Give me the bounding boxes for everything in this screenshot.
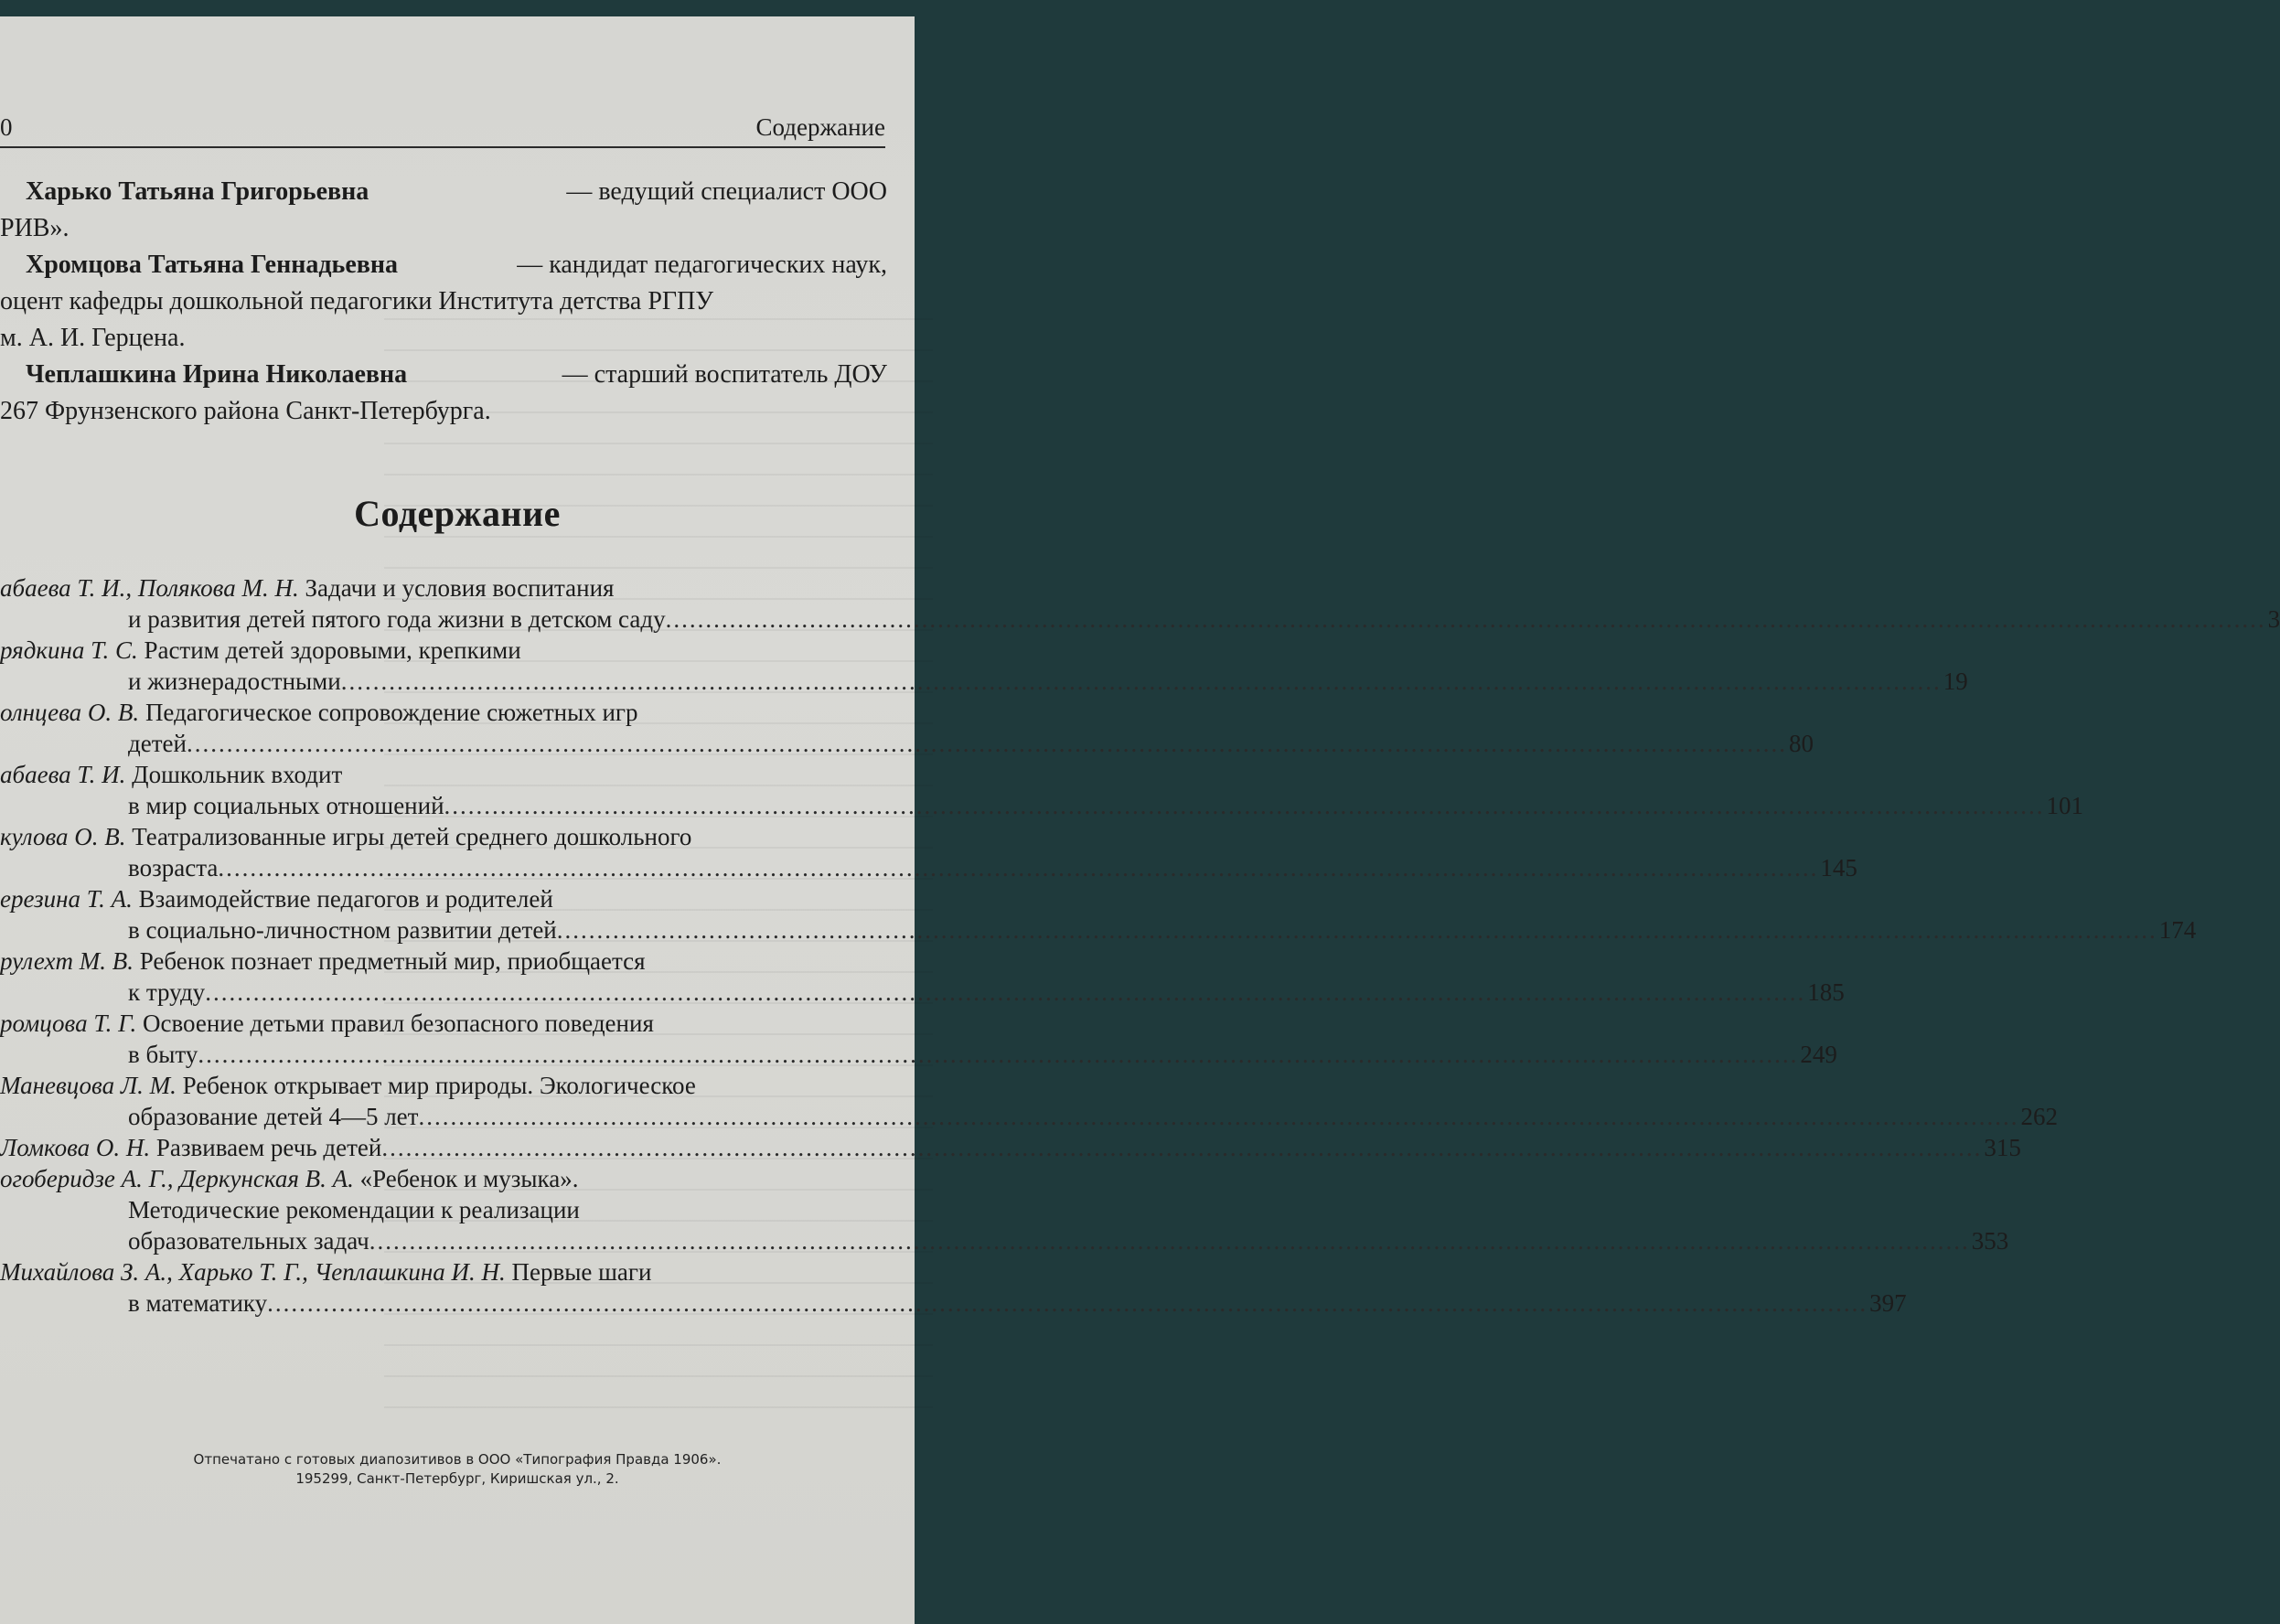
toc-title: образовательных задач: [128, 1227, 369, 1255]
toc-authors: Ломкова О. Н.: [0, 1134, 151, 1161]
toc-page-number: 397: [1869, 1289, 1907, 1317]
toc-leader-dots: ........................................................................................................................................................................................................: [340, 668, 1942, 695]
bio-entry: [0, 174, 887, 247]
toc-line-text: [0, 761, 342, 788]
toc-entry: [0, 1163, 2009, 1256]
toc-entry: [0, 1008, 1837, 1070]
toc-title: Театрализованные игры детей среднего дошкольного: [132, 823, 692, 850]
toc-page-number: 19: [1943, 668, 1968, 695]
toc-line-text: [0, 823, 691, 850]
toc-line: [0, 572, 892, 604]
toc-leader-dots: ........................................................................................................................................................................................................: [186, 730, 1787, 757]
toc-page-number: 3: [2267, 605, 2280, 633]
toc-authors: огоберидзе А. Г., Деркунская В. А.: [0, 1165, 354, 1192]
toc-entry: [0, 946, 1845, 1008]
toc-line: [0, 946, 892, 977]
toc-line-text: [0, 1072, 696, 1099]
bio-text: м. А. И. Герцена.: [0, 324, 186, 352]
toc-line-text: [0, 1132, 381, 1163]
toc-line-text: [0, 1165, 579, 1192]
toc-title: Освоение детьми правил безопасного поведения: [142, 1010, 654, 1037]
toc-line: [0, 728, 1814, 759]
toc-line-text: [0, 947, 646, 975]
toc-title: в мир социальных отношений: [128, 792, 444, 819]
toc-title: Методические рекомендации к реализации: [128, 1196, 580, 1223]
toc-line: [0, 1101, 2058, 1132]
toc-leader-dots: ........................................................................................................................................................................................................: [205, 978, 1806, 1006]
toc-leader-dots: ........................................................................................................................................................................................................: [218, 854, 1819, 881]
book-page: [0, 16, 2280, 1624]
toc-title: к труду: [128, 978, 206, 1006]
toc-line: [0, 1132, 2021, 1163]
toc-line-text: [0, 574, 614, 602]
toc-title: Дошкольник входит: [132, 761, 343, 788]
imprint: [0, 1450, 915, 1489]
bio-name: Чеплашкина Ирина Николаевна: [26, 360, 408, 389]
toc-page-number: 145: [1820, 854, 1857, 881]
toc-leader-dots: ........................................................................................................................................................................................................: [556, 916, 2157, 944]
toc-entry: [0, 759, 2084, 821]
toc-line: [0, 666, 1968, 697]
toc-line: [0, 1256, 892, 1287]
toc-title: Первые шаги: [511, 1258, 652, 1286]
toc-page-number: 101: [2046, 792, 2084, 819]
imprint-line: 195299, Санкт-Петербург, Киришская ул., 2.: [295, 1470, 619, 1487]
bio-text: — ведущий специалист ООО: [566, 177, 887, 206]
toc-page-number: 174: [2158, 916, 2197, 944]
toc-title: Ребенок открывает мир природы. Экологическое: [182, 1072, 696, 1099]
toc-line-text: [128, 1196, 580, 1223]
toc-page-number: 353: [1971, 1227, 2009, 1255]
toc-title: и развития детей пятого года жизни в детском саду: [128, 605, 666, 633]
toc-entry: [0, 883, 2197, 946]
toc-authors: Михайлова З. А., Харько Т. Г., Чеплашкина И. Н.: [0, 1258, 506, 1286]
toc-authors: абаева Т. И., Полякова М. Н.: [0, 574, 299, 602]
toc-title: в социально-личностном развитии детей: [128, 916, 557, 944]
toc-title: Растим детей здоровыми, крепкими: [144, 636, 521, 664]
toc-line-text: [128, 790, 444, 821]
toc-line: [0, 1070, 892, 1101]
toc-entry: [0, 635, 1968, 697]
bio-text: — кандидат педагогических наук,: [517, 251, 887, 279]
imprint-line: Отпечатано с готовых диапозитивов в ООО «Типография Правда 1906».: [193, 1451, 722, 1468]
bio-entry: [0, 357, 887, 430]
toc-line: [0, 852, 1857, 883]
toc-page-number: 185: [1807, 978, 1845, 1006]
toc-line-text: [128, 1039, 198, 1070]
toc-title: Развиваем речь детей: [155, 1134, 382, 1161]
toc-line-text: [128, 1101, 418, 1132]
toc-line-text: [128, 977, 205, 1008]
bio-text: 267 Фрунзенского района Санкт-Петербурга.: [0, 397, 491, 425]
toc-leader-dots: ........................................................................................................................................................................................................: [381, 1134, 1983, 1161]
toc-line: [0, 977, 1845, 1008]
toc-line-text: [128, 1225, 369, 1256]
bio-entry: [0, 247, 887, 357]
toc-line: [0, 1194, 892, 1225]
toc-line-text: [128, 852, 218, 883]
running-header: [0, 110, 885, 148]
toc-entry: [0, 1256, 1907, 1319]
toc-title: в математику: [128, 1289, 268, 1317]
running-title: Содержание: [755, 113, 885, 141]
toc-line: [0, 604, 2280, 635]
toc-authors: ерезина Т. А.: [0, 885, 133, 913]
toc-line: [0, 821, 892, 852]
toc-entry: [0, 821, 1857, 883]
toc-page-number: 315: [1984, 1134, 2021, 1161]
toc-line: [0, 883, 892, 914]
toc-title: «Ребенок и музыка».: [359, 1165, 579, 1192]
toc-line: [0, 1287, 1907, 1319]
toc-leader-dots: ........................................................................................................................................................................................................: [198, 1041, 1799, 1068]
toc-page-number: 80: [1788, 730, 1814, 757]
toc-line: [0, 1163, 892, 1194]
toc-authors: рядкина Т. С.: [0, 636, 138, 664]
toc-page-number: 249: [1800, 1041, 1837, 1068]
toc-heading: Содержание: [354, 493, 561, 534]
toc-entry: [0, 572, 2280, 635]
toc-line: [0, 1225, 2009, 1256]
bio-name: Хромцова Татьяна Геннадьевна: [26, 251, 399, 279]
toc-line: [0, 635, 892, 666]
toc-entry: [0, 1070, 2058, 1132]
toc-line-text: [128, 666, 341, 697]
toc-line: [0, 697, 892, 728]
toc-line-text: [0, 885, 553, 913]
toc-leader-dots: ........................................................................................................................................................................................................: [369, 1227, 1970, 1255]
toc-line: [0, 759, 892, 790]
bio-text: РИВ».: [0, 214, 70, 242]
toc-line: [0, 1039, 1837, 1070]
toc-authors: абаева Т. И.: [0, 761, 126, 788]
toc-title: в быту: [128, 1041, 198, 1068]
toc-leader-dots: ........................................................................................................................................................................................................: [418, 1103, 2019, 1130]
toc-leader-dots: ........................................................................................................................................................................................................: [267, 1289, 1868, 1317]
toc-page-number: 262: [2020, 1103, 2058, 1130]
toc-title: Ребенок познает предметный мир, приобщается: [139, 947, 646, 975]
toc-line-text: [128, 914, 557, 946]
toc-leader-dots: ........................................................................................................................................................................................................: [665, 605, 2266, 633]
table-of-contents: [0, 572, 2280, 1319]
toc-title: Задачи и условия воспитания: [305, 574, 615, 602]
toc-authors: олнцева О. В.: [0, 699, 140, 726]
bio-text: оцент кафедры дошкольной педагогики Института детства РГПУ: [0, 287, 714, 315]
toc-line-text: [0, 1258, 651, 1286]
bio-text: — старший воспитатель ДОУ: [562, 360, 887, 389]
toc-line-text: [0, 636, 521, 664]
toc-title: Взаимодействие педагогов и родителей: [138, 885, 553, 913]
toc-title: и жизнерадостными: [128, 668, 341, 695]
toc-title: Педагогическое сопровождение сюжетных игр: [145, 699, 638, 726]
toc-line-text: [0, 699, 638, 726]
page-number: 0: [0, 113, 13, 141]
toc-leader-dots: ........................................................................................................................................................................................................: [444, 792, 2045, 819]
toc-line-text: [128, 728, 187, 759]
toc-authors: Маневцова Л. М.: [0, 1072, 177, 1099]
toc-line-text: [0, 1010, 654, 1037]
toc-title: возраста: [128, 854, 219, 881]
bio-name: Харько Татьяна Григорьевна: [26, 177, 369, 206]
toc-entry: [0, 1132, 2021, 1163]
toc-line-text: [128, 1287, 267, 1319]
toc-authors: кулова О. В.: [0, 823, 126, 850]
toc-line: [0, 790, 2084, 821]
toc-line: [0, 914, 2197, 946]
toc-authors: рулехт М. В.: [0, 947, 134, 975]
toc-entry: [0, 697, 1814, 759]
toc-title: детей: [128, 730, 187, 757]
toc-title: образование детей 4—5 лет: [128, 1103, 419, 1130]
toc-line: [0, 1008, 892, 1039]
toc-authors: ромцова Т. Г.: [0, 1010, 137, 1037]
toc-line-text: [128, 604, 666, 635]
